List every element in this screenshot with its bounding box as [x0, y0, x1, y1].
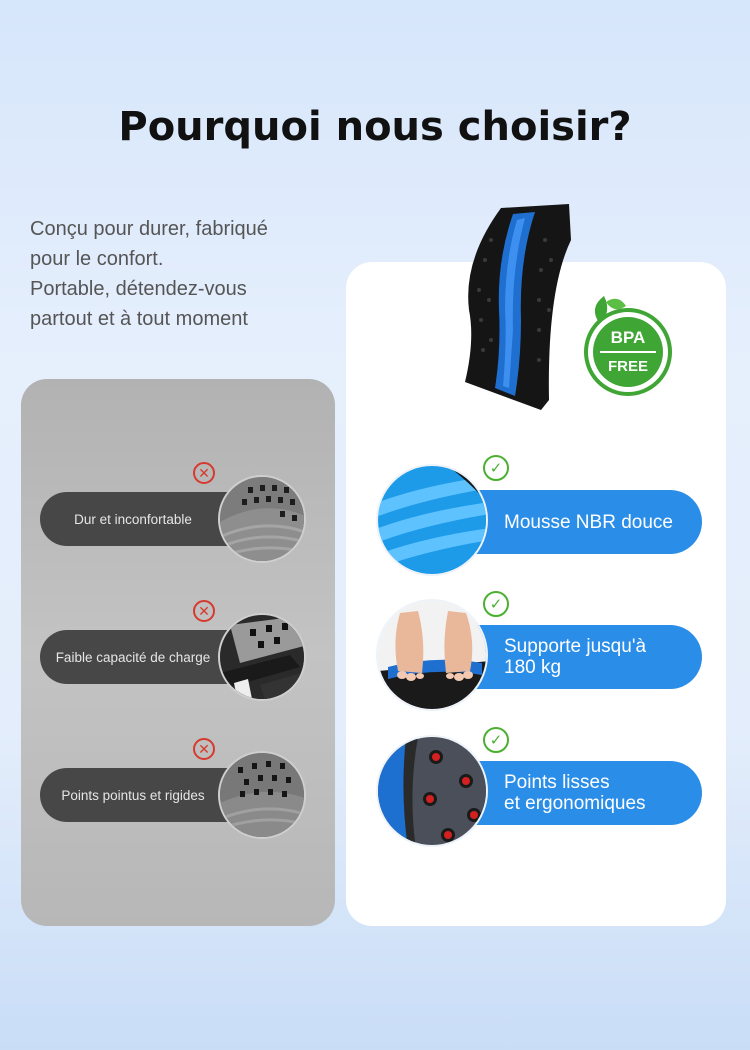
- hard-surface-image: [218, 475, 306, 563]
- intro-line: Conçu pour durer, fabriqué: [30, 218, 268, 240]
- nbr-foam-image: [376, 464, 488, 576]
- intro-line: pour le confort.: [30, 248, 164, 270]
- badge-line2: FREE: [607, 358, 648, 375]
- negative-label: Points pointus et rigides: [40, 768, 240, 822]
- intro-line: Portable, détendez-vous: [30, 278, 247, 300]
- check-circle-icon: ✓: [483, 727, 509, 753]
- positive-label: Mousse NBR douce: [504, 511, 673, 533]
- x-circle-icon: ✕: [193, 600, 215, 622]
- positive-item: [376, 735, 702, 847]
- negative-label: Faible capacité de charge: [40, 630, 240, 684]
- negative-item: [40, 613, 306, 709]
- page-title: Pourquoi nous choisir?: [118, 104, 632, 150]
- bpa-free-badge: [578, 292, 676, 396]
- intro-text: [30, 214, 330, 334]
- positive-label: Supporte jusqu'à 180 kg: [504, 636, 647, 678]
- x-circle-icon: ✕: [193, 462, 215, 484]
- check-circle-icon: ✓: [483, 591, 509, 617]
- negative-item: [40, 475, 306, 571]
- smooth-points-image: [376, 735, 488, 847]
- positive-label: Points lisses et ergonomiques: [504, 772, 646, 814]
- badge-line1: BPA: [610, 328, 646, 347]
- intro-line: partout et à tout moment: [30, 308, 248, 330]
- negative-label: Dur et inconfortable: [40, 492, 240, 546]
- check-circle-icon: ✓: [483, 455, 509, 481]
- positive-label-wrap: [476, 761, 702, 825]
- x-circle-icon: ✕: [193, 738, 215, 760]
- positive-label-wrap: [476, 490, 702, 554]
- feet-on-stretcher-image: [376, 599, 488, 711]
- positive-item: [376, 464, 702, 576]
- negative-item: [40, 751, 306, 847]
- back-stretcher-image: [455, 200, 575, 415]
- positive-item: [376, 599, 702, 711]
- weak-frame-image: [218, 613, 306, 701]
- positive-label-wrap: [476, 625, 702, 689]
- spiky-points-image: [218, 751, 306, 839]
